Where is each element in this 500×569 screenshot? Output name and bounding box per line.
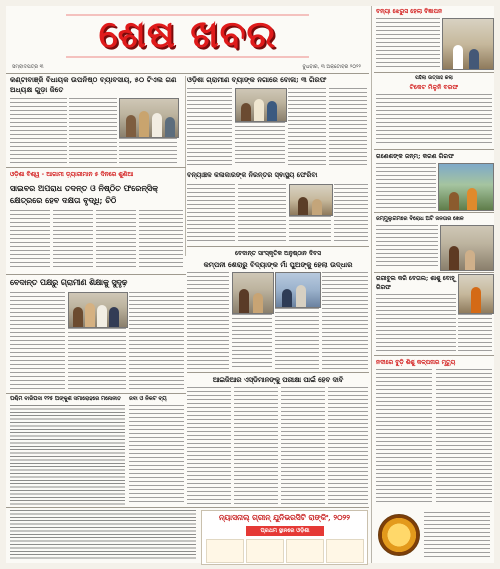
- story-4-text-col-3: [129, 292, 184, 390]
- story-4-headline: ବେଦାନ୍ତ ପକ୍ଷରୁ ଗ୍ରାମୀଣ ଶିକ୍ଷାକୁ ସୁଦୃଢ଼: [10, 278, 128, 287]
- rule: [187, 372, 369, 373]
- right-column: [374, 6, 494, 563]
- ad-subtitle: ପ୍ରଥମ ସ୍ଥାନରେ ଓଡ଼ିଶା: [246, 526, 324, 536]
- story-2-text-col-4: [329, 88, 367, 166]
- ranking-seal: [378, 514, 420, 556]
- story-8-headline: କମ୍ପନୀ ଶେରାରୁ ବିଦ୍ୟାଙ୍କ ମାଁ ପୁଅଙ୍କୁ ହେଲା ଉଦ୍ଧାର: [203, 260, 353, 269]
- ad-grid: [206, 539, 363, 561]
- rc-story-5-text: [376, 294, 456, 352]
- story-1-text-col-2: [69, 98, 117, 164]
- story-2-headline: ଓଡ଼ିଶା ଗ୍ରାମୀଣ ବ୍ୟାଙ୍କ ନଗାରେ ବୋଳା; ୩ ଗିରଫ: [187, 75, 327, 84]
- rc-story-5-photo: [458, 274, 494, 314]
- story-4-text-col-2: [68, 328, 126, 390]
- story-7-text-col-4: [334, 184, 368, 244]
- story-4-photo: [68, 292, 128, 328]
- story-3-headline: ସାଇବର ଅପରାଧ ତଦନ୍ତ ଓ ନିଷ୍ଠିତ ଫରେନ୍ସିକ୍ କ୍ଷେତ୍ରରେ ହେବ ଦକ୍ଷତା ବୃଦ୍ଧି; ଚିଠି: [10, 183, 158, 205]
- rule-under-masthead: [6, 73, 369, 74]
- story-3-text-col-4: [139, 210, 183, 270]
- story-8-photo-2: [275, 272, 321, 308]
- rule: [374, 212, 494, 213]
- story-9-text-col-3: [281, 387, 325, 505]
- story-8-kicker: ବେଦାନ୍ତ ସାଂସ୍କୃତିକ ଅନୁଷ୍ଠାନ ଦିବସ: [234, 250, 322, 257]
- story-9-text-col-1: [187, 387, 231, 505]
- story-9-text-col-4: [328, 387, 368, 505]
- rc-story-3-text: [376, 163, 436, 209]
- story-3-text-col-2: [53, 210, 93, 270]
- gutter: [185, 76, 186, 256]
- story-7-text-col-2: [238, 184, 286, 244]
- story-1-text-col-3: [119, 138, 177, 164]
- masthead: [6, 6, 369, 62]
- story-2-photo-1: [235, 88, 287, 122]
- rc-story-6-headline: ନଦୀରେ ବୁଡ଼ି ଶିଶୁ କଳ୍ପନାର ମୃତ୍ୟୁ: [376, 359, 456, 366]
- story-7-text-col-1: [187, 184, 235, 244]
- story-9-headline: ଆଇଜିଆର ଏସ୍‌ଡିମାନଙ୍କୁ ପରୀକ୍ଷା ପାଇଁ ହେବ ଦାବି: [212, 376, 344, 384]
- rule: [6, 167, 186, 168]
- story-1-text-col-1: [10, 98, 67, 164]
- ad-side-text: [424, 512, 490, 560]
- rc-story-6-text-col-2: [436, 369, 492, 503]
- story-3-kicker: ଓଡ଼ିଶା ବିଶ୍ୱ - ଆଗାମୀ ଡ଼୍ୟାରୀମାନ ୫ ଦିନରେ ଶୁଣିଆ: [10, 171, 134, 178]
- story-3-text-col-1: [10, 210, 50, 270]
- story-6-headline: ଜବା ଓ ନିକଟ ବ୍ୟ: [129, 396, 167, 402]
- page-label: ସମ୍ବାଦପତ୍ର ୩: [12, 64, 44, 70]
- rule: [374, 72, 494, 73]
- rc-story-2-kicker: ପହିଲା ଉତ୍ସାହ କଲା: [415, 75, 453, 81]
- date-line: ବୁଧବାର, ୩ ଅକ୍ଟୋବର ୨୦୨୨: [302, 64, 361, 70]
- rc-story-2-headline: ଟିକେଟ ମିଳୁନି ବରଫ: [409, 84, 459, 91]
- rc-story-1-headline: ବନ୍ୟା ଝେରୁସ ହେଲା ବିଜ୍ଞାପନ: [376, 8, 443, 15]
- rc-story-6-text-col-1: [376, 369, 432, 503]
- story-5-headline: ପଶ୍ଚିମ ବାରିପଦା ୧୨୫ ଅଙ୍କୁଶ ସମାରୋହରେ ମନୋନୀତ: [10, 396, 121, 402]
- story-1-photo: [119, 98, 179, 138]
- story-8-text-col-1: [187, 272, 229, 370]
- bottom-story-text: [10, 510, 196, 560]
- story-8-text-col-4: [322, 272, 368, 370]
- story-3-text-col-3: [96, 210, 136, 270]
- story-7-text-col-3: [289, 216, 331, 244]
- newspaper-page: [6, 6, 494, 563]
- rc-story-2-text: [376, 94, 492, 146]
- masthead-title: ଶେଷ ଖବର: [98, 11, 277, 56]
- story-7-photo: [289, 184, 333, 216]
- story-2-text-col-3: [288, 88, 326, 166]
- rule: [187, 246, 369, 247]
- story-6-text: [129, 405, 184, 505]
- story-8-text-col-2: [232, 314, 272, 370]
- rc-story-1-photo: [442, 18, 494, 70]
- story-8-text-col-3: [275, 308, 319, 370]
- story-7-headline: ବନ୍ୟାଞ୍ଚଳ କଳାକାରଙ୍କ ନିରନ୍ତର ସ୍ଵାସ୍ଥ୍ୟ ଫେରିବା: [187, 171, 318, 179]
- rc-story-3-headline: ଗଣେଶଙ୍କ ଜନ୍ମ; କରଣ ଗିରଫ: [376, 153, 455, 160]
- rc-story-4-photo: [440, 225, 494, 271]
- rule: [6, 507, 369, 508]
- rc-story-4-text: [376, 225, 438, 269]
- rc-story-5-headline: ଗରୀବୁଲ କରି ବେତାଲ; ଶାଶୁ ବୋହୂ ଗିରଫ: [376, 275, 455, 291]
- rc-story-1-text: [376, 18, 440, 68]
- story-1-headline: କଣ୍ଟାବାଞ୍ଜି ବିଧାୟକ ଉପନିଷ୍ଠ ବ୍ୟାବସାୟ, ୫୦ ଟିଏଲ ଗଣ ଅଧ୍ୟକ୍ଷ ଗୁଡ଼ା ଜିତେ: [10, 75, 177, 94]
- gutter: [371, 6, 372, 563]
- story-4-text-col-1: [10, 292, 65, 390]
- story-2-text-col-1: [187, 88, 232, 166]
- story-8-photo-1: [232, 272, 274, 314]
- story-2-text-col-2: [235, 122, 285, 166]
- rule: [374, 355, 494, 356]
- advertisement: [201, 510, 368, 565]
- story-5-text: [10, 405, 125, 505]
- ad-title: ନ୍ୟାସନାଲ୍ ଗ୍ରୀନ୍ ଯୁନିଭରସିଟି ରାଙ୍କିଂ, ୨୦୨୨: [219, 513, 350, 522]
- story-9-text-col-2: [234, 387, 278, 505]
- rule: [374, 149, 494, 150]
- rule: [6, 274, 186, 275]
- rule: [374, 272, 494, 273]
- rc-story-3-photo: [438, 163, 494, 211]
- dateline: [6, 63, 369, 73]
- rc-story-5-text-2: [458, 314, 492, 352]
- rule: [6, 393, 186, 394]
- rc-story-4-headline: ଜମ୍ମୁଲୁଗମରେ ବିରୋଧ ଅଟି ଜନତାର ଖେଳ: [376, 216, 464, 222]
